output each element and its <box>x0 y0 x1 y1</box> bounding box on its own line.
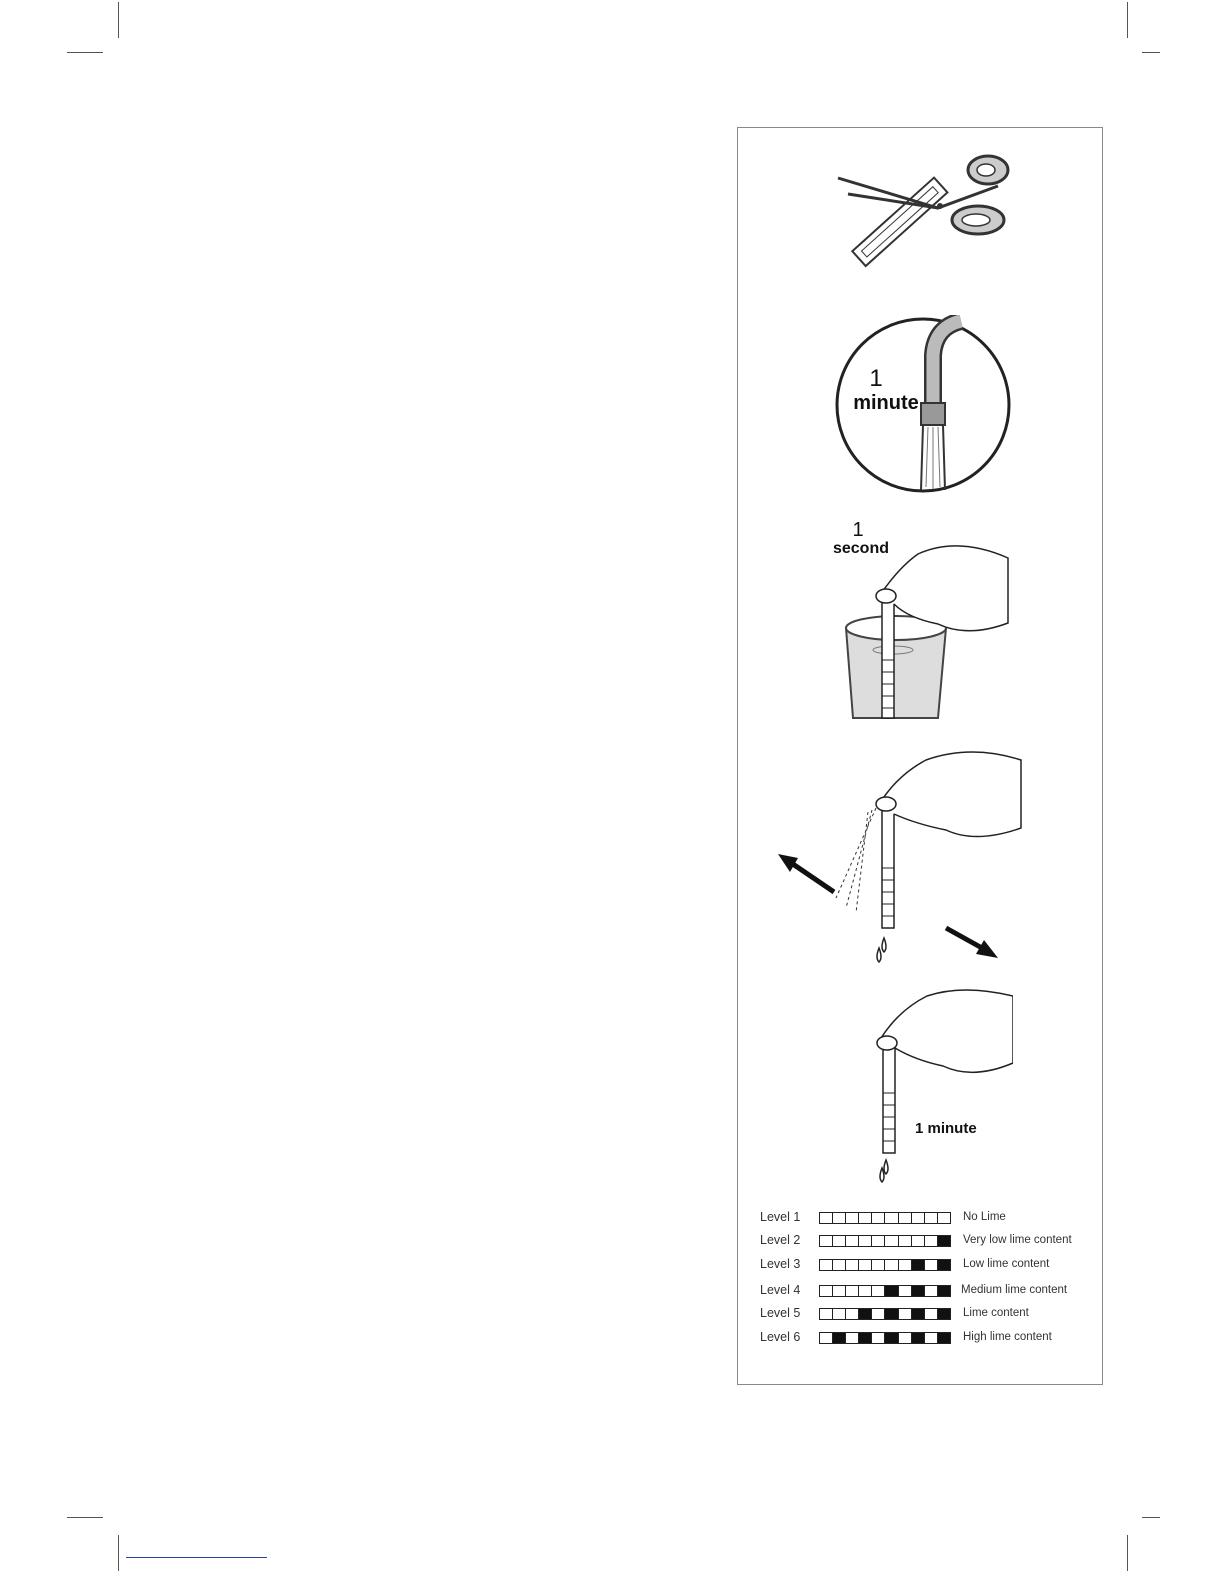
legend-level-label: Level 4 <box>760 1283 801 1297</box>
legend-strip-cell <box>885 1309 898 1319</box>
legend-row-level-1 <box>758 1210 1098 1226</box>
legend-strip-cell <box>833 1309 846 1319</box>
dip-duration-number: 1 <box>852 519 864 541</box>
legend-strip-cell <box>846 1236 859 1246</box>
legend-strip-cell <box>912 1260 925 1270</box>
crop-mark-top-right-vertical <box>1127 2 1128 38</box>
legend-description: No Lime <box>963 1211 1006 1223</box>
legend-strip-cell <box>820 1213 833 1223</box>
legend-strip-cell <box>912 1236 925 1246</box>
legend-strip-cell <box>899 1286 912 1296</box>
legend-strip-cell <box>859 1309 872 1319</box>
lime-test-instructions-panel <box>737 127 1103 1385</box>
shake-strip-illustration <box>776 748 1026 963</box>
legend-strip <box>819 1212 951 1224</box>
legend-strip-cell <box>925 1309 938 1319</box>
legend-strip-cell <box>912 1286 925 1296</box>
legend-strip-cell <box>846 1309 859 1319</box>
legend-strip-cell <box>885 1236 898 1246</box>
legend-strip-cell <box>833 1333 846 1343</box>
legend-strip-cell <box>846 1333 859 1343</box>
legend-strip-cell <box>859 1333 872 1343</box>
legend-row-level-3 <box>758 1257 1098 1273</box>
legend-strip-cell <box>820 1236 833 1246</box>
legend-strip-cell <box>859 1260 872 1270</box>
legend-strip-cell <box>820 1260 833 1270</box>
legend-description: High lime content <box>963 1331 1052 1343</box>
legend-strip <box>819 1235 951 1247</box>
legend-strip-cell <box>925 1213 938 1223</box>
legend-strip-cell <box>885 1333 898 1343</box>
legend-strip-cell <box>912 1333 925 1343</box>
read-strip-illustration <box>873 988 1013 1183</box>
legend-row-level-2 <box>758 1233 1098 1249</box>
crop-mark-bottom-right-horizontal <box>1142 1517 1160 1518</box>
legend-strip-cell <box>912 1213 925 1223</box>
legend-strip-cell <box>925 1333 938 1343</box>
legend-strip-cell <box>833 1286 846 1296</box>
legend-strip-cell <box>938 1286 950 1296</box>
legend-strip-cell <box>925 1260 938 1270</box>
legend-strip-cell <box>872 1333 885 1343</box>
legend-description: Very low lime content <box>963 1234 1072 1246</box>
legend-level-label: Level 2 <box>760 1233 801 1247</box>
crop-mark-bottom-right-vertical <box>1127 1535 1128 1571</box>
legend-strip-cell <box>925 1286 938 1296</box>
legend-level-label: Level 3 <box>760 1257 801 1271</box>
legend-strip-cell <box>833 1260 846 1270</box>
rinse-duration-unit: minute <box>853 392 919 414</box>
crop-mark-bottom-left-vertical <box>118 1535 119 1571</box>
legend-strip-cell <box>872 1213 885 1223</box>
legend-strip-cell <box>912 1309 925 1319</box>
read-wait-label: 1 minute <box>915 1120 977 1137</box>
crop-mark-bottom-left-horizontal <box>67 1517 103 1518</box>
legend-strip-cell <box>899 1309 912 1319</box>
legend-strip-cell <box>899 1260 912 1270</box>
legend-strip-cell <box>820 1286 833 1296</box>
legend-strip-cell <box>820 1309 833 1319</box>
legend-row-level-4 <box>758 1283 1098 1299</box>
legend-description: Medium lime content <box>961 1284 1068 1296</box>
legend-strip-cell <box>872 1260 885 1270</box>
legend-row-level-5 <box>758 1306 1098 1322</box>
legend-strip-cell <box>820 1333 833 1343</box>
legend-strip-cell <box>859 1236 872 1246</box>
rinse-duration-number: 1 <box>869 365 883 392</box>
legend-level-label: Level 1 <box>760 1210 801 1224</box>
legend-strip-cell <box>938 1309 950 1319</box>
legend-strip-cell <box>833 1213 846 1223</box>
crop-mark-top-right-horizontal <box>1142 52 1160 53</box>
legend-strip-cell <box>846 1260 859 1270</box>
legend-strip-cell <box>846 1213 859 1223</box>
legend-strip-cell <box>872 1236 885 1246</box>
footer-link-rule <box>126 1557 267 1558</box>
legend-level-label: Level 6 <box>760 1330 801 1344</box>
legend-strip-cell <box>872 1286 885 1296</box>
legend-strip-cell <box>938 1213 950 1223</box>
legend-strip-cell <box>899 1213 912 1223</box>
dip-strip-in-glass-illustration <box>838 538 1013 723</box>
legend-strip <box>819 1332 951 1344</box>
legend-row-level-6 <box>758 1330 1098 1346</box>
crop-mark-top-left-horizontal <box>67 52 103 53</box>
dip-duration-unit: second <box>832 540 889 557</box>
legend-strip-cell <box>899 1236 912 1246</box>
legend-strip-cell <box>925 1236 938 1246</box>
legend-strip-cell <box>899 1333 912 1343</box>
legend-strip-cell <box>938 1260 950 1270</box>
legend-strip <box>819 1285 951 1297</box>
legend-strip-cell <box>833 1236 846 1246</box>
legend-strip-cell <box>885 1260 898 1270</box>
legend-strip <box>819 1259 951 1271</box>
legend-strip-cell <box>938 1236 950 1246</box>
scissors-cutting-strip-illustration <box>828 148 1018 283</box>
legend-description: Lime content <box>963 1307 1029 1319</box>
legend-strip-cell <box>885 1286 898 1296</box>
legend-strip-cell <box>859 1286 872 1296</box>
legend-description: Low lime content <box>963 1258 1050 1270</box>
legend-strip <box>819 1308 951 1320</box>
crop-mark-top-left-vertical <box>118 2 119 38</box>
legend-level-label: Level 5 <box>760 1306 801 1320</box>
legend-strip-cell <box>872 1309 885 1319</box>
legend-strip-cell <box>859 1213 872 1223</box>
legend-strip-cell <box>938 1333 950 1343</box>
legend-strip-cell <box>846 1286 859 1296</box>
legend-strip-cell <box>885 1213 898 1223</box>
